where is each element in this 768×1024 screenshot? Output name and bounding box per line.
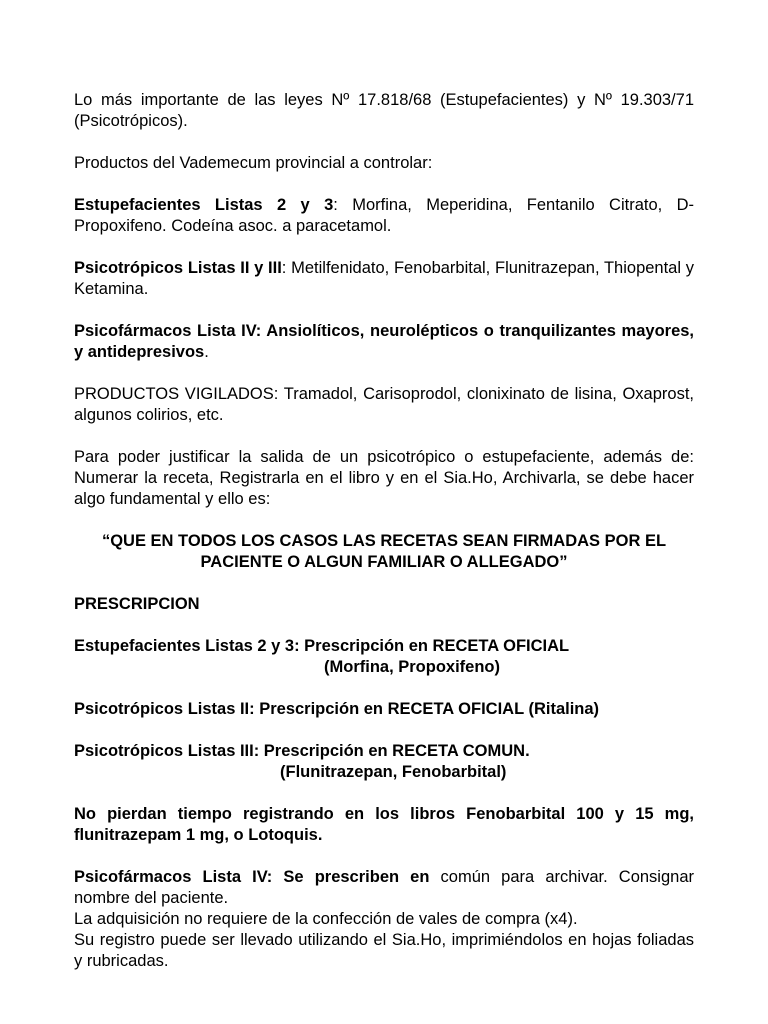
estupefacientes-label: Estupefacientes Listas 2 y 3 xyxy=(74,196,334,214)
registro-paragraph: Su registro puede ser llevado utilizando el Sia.Ho, imprimiéndolos en hojas foliadas y rubricadas. xyxy=(74,931,694,970)
notice-line-2: PACIENTE O ALGUN FAMILIAR O ALLEGADO” xyxy=(200,553,568,571)
recetas-firmadas-notice xyxy=(74,531,694,573)
adquisicion-paragraph: La adquisición no requiere de la confección de vales de compra (x4). xyxy=(74,910,578,928)
psicofarmacos-iv-prescripcion-paragraph xyxy=(74,867,694,909)
estupefacientes-prescripcion-line-2: (Morfina, Propoxifeno) xyxy=(324,658,500,676)
estupefacientes-list-paragraph xyxy=(74,195,694,237)
justificacion-paragraph: Para poder justificar la salida de un psicotrópico o estupefaciente, además de: Numerar la receta, Registrarla en el libro y en el Sia.Ho, Archivarla, se debe hacer algo fundamental y ello es: xyxy=(74,448,694,508)
psicofarmacos-label: Psicofármacos Lista IV: Ansiolíticos, neurolépticos o tranquilizantes mayores, y antidepresivos xyxy=(74,322,694,361)
psicotropicos-label: Psicotrópicos Listas II y III xyxy=(74,259,282,277)
estupefacientes-text: : Morfina, Meperidina, Fentanilo Citrato, D-Propoxifeno. Codeína asoc. a paracetamol. xyxy=(74,196,694,235)
psicotropicos-iii-line-1: Psicotrópicos Listas III: Prescripción en RECETA COMUN. xyxy=(74,742,530,760)
psicotropicos-iii-prescripcion-paragraph xyxy=(74,741,694,783)
psicofarmacos-iv-text: común para archivar. Consignar nombre del paciente. xyxy=(74,868,694,907)
estupefacientes-prescripcion-paragraph xyxy=(74,636,694,678)
products-heading-paragraph: Productos del Vademecum provincial a controlar: xyxy=(74,154,433,172)
productos-vigilados-paragraph: PRODUCTOS VIGILADOS: Tramadol, Carisoprodol, clonixinato de lisina, Oxaprost, algunos colirios, etc. xyxy=(74,385,694,424)
prescripcion-heading: PRESCRIPCION xyxy=(74,595,200,613)
psicotropicos-text: : Metilfenidato, Fenobarbital, Flunitrazepan, Thiopental y Ketamina. xyxy=(74,259,694,298)
psicotropicos-ii-prescripcion-paragraph: Psicotrópicos Listas II: Prescripción en RECETA OFICIAL (Ritalina) xyxy=(74,700,600,718)
psicotropicos-list-paragraph xyxy=(74,258,694,300)
laws-intro-paragraph: Lo más importante de las leyes Nº 17.818/68 (Estupefacientes) y Nº 19.303/71 (Psicotrópicos). xyxy=(74,91,694,130)
document-page xyxy=(74,90,694,972)
psicofarmacos-text: . xyxy=(204,343,209,361)
notice-line-1: “QUE EN TODOS LOS CASOS LAS RECETAS SEAN FIRMADAS POR EL xyxy=(101,532,667,550)
estupefacientes-prescripcion-line-1: Estupefacientes Listas 2 y 3: Prescripción en RECETA OFICIAL xyxy=(74,637,570,655)
psicofarmacos-iv-label: Psicofármacos Lista IV: Se prescriben en xyxy=(74,868,430,886)
psicofarmacos-list-paragraph xyxy=(74,321,694,363)
no-pierdan-tiempo-paragraph: No pierdan tiempo registrando en los libros Fenobarbital 100 y 15 mg, flunitrazepam 1 mg, o Lotoquis. xyxy=(74,805,694,844)
psicotropicos-iii-line-2: (Flunitrazepan, Fenobarbital) xyxy=(280,763,507,781)
